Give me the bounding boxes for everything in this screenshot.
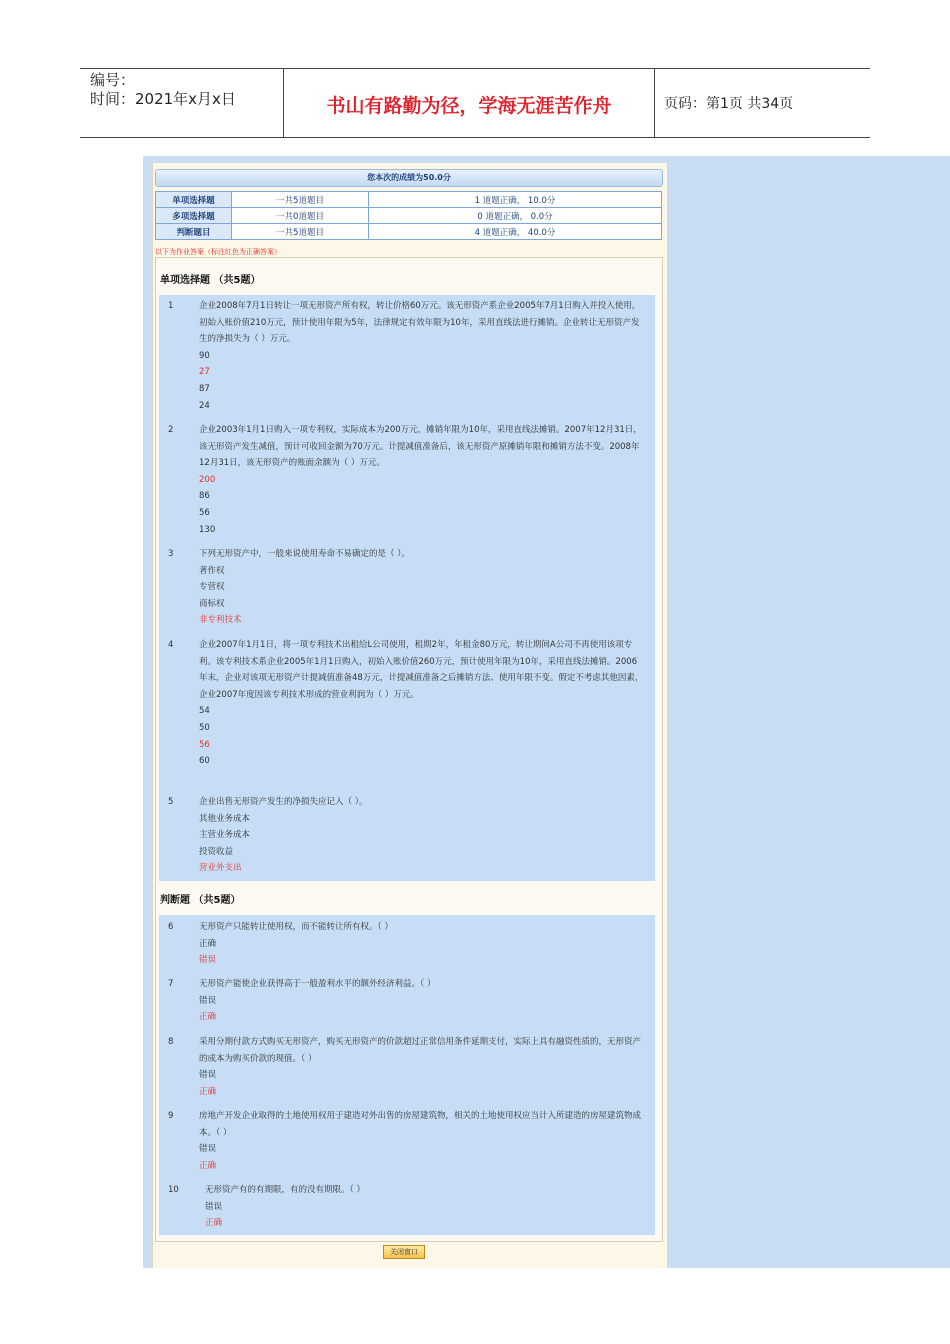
question-text: 采用分期付款方式购买无形资产，购买无形资产的价款超过正常信用条件延期支付，实际上具有融资性质的，无形资产的成本为购买价款的现值。（ ） xyxy=(199,1037,642,1064)
page-counter: 页码：第1页 共34页 xyxy=(664,96,794,112)
question-number: 6 xyxy=(168,922,174,932)
question-number: 5 xyxy=(168,797,174,807)
row-count: 一共5道题目 xyxy=(232,192,369,208)
correct-option: 错误 xyxy=(199,955,217,966)
question-body xyxy=(199,637,644,770)
header-motto: 书山有路勤为径，学海无涯苦作舟 xyxy=(326,95,612,117)
row-type: 判断题目 xyxy=(156,224,232,240)
question-text: 下列无形资产中，一般来说使用寿命不易确定的是（ ）。 xyxy=(199,549,410,559)
answer-option: 其他业务成本 xyxy=(199,813,251,824)
question-body xyxy=(199,422,644,538)
question-body xyxy=(205,1182,650,1232)
answer-option: 投资收益 xyxy=(199,846,234,857)
table-row xyxy=(156,224,662,240)
answer-option: 54 xyxy=(199,706,210,717)
row-type: 多项选择题 xyxy=(156,208,232,224)
correct-option: 正确 xyxy=(199,1012,217,1023)
answer-option: 130 xyxy=(199,524,216,535)
question-text: 无形资产有的有期限，有的没有期限。（ ） xyxy=(205,1185,365,1195)
correct-option: 正确 xyxy=(205,1218,223,1229)
answer-option: 错误 xyxy=(199,1070,217,1081)
question-number: 2 xyxy=(168,425,174,435)
answer-option: 60 xyxy=(199,756,210,767)
row-count: 一共0道题目 xyxy=(232,208,369,224)
question-number: 3 xyxy=(168,549,174,559)
answer-option: 86 xyxy=(199,491,210,502)
question-number: 9 xyxy=(168,1111,174,1121)
close-window-button[interactable]: 关闭窗口 xyxy=(383,1245,425,1259)
question-body xyxy=(199,546,644,629)
answer-option: 专营权 xyxy=(199,582,225,593)
answer-option: 错误 xyxy=(199,1144,217,1155)
correct-option: 200 xyxy=(199,474,216,485)
score-table xyxy=(155,191,662,240)
row-result: 1 道题正确， 10.0分 xyxy=(369,192,662,208)
question-text: 企业出售无形资产发生的净损失应记入（ ）。 xyxy=(199,797,368,807)
correct-option: 正确 xyxy=(199,1086,217,1097)
question-body xyxy=(199,298,644,414)
time-label: 时间：2021年x月x日 xyxy=(90,90,236,108)
question-body xyxy=(199,794,644,877)
question-body xyxy=(199,919,644,969)
row-count: 一共5道题目 xyxy=(232,224,369,240)
question-number: 4 xyxy=(168,640,174,650)
answer-option: 56 xyxy=(199,507,210,518)
question-text: 房地产开发企业取得的土地使用权用于建造对外出售的房屋建筑物，相关的土地使用权应当计入所建造的房屋建筑物成本。（ ） xyxy=(199,1111,642,1138)
number-label: 编号： xyxy=(90,71,136,89)
answer-option: 87 xyxy=(199,383,210,394)
document-header xyxy=(80,68,870,138)
answer-option: 错误 xyxy=(205,1201,223,1212)
answer-option: 50 xyxy=(199,722,210,733)
correct-option: 27 xyxy=(199,367,210,378)
header-meta xyxy=(90,71,236,109)
correct-option: 营业外支出 xyxy=(199,863,242,874)
answer-note: 以下为作业答案（标注红色为正确答案） xyxy=(155,248,281,256)
answer-option: 著作权 xyxy=(199,565,225,576)
question-body xyxy=(199,1034,644,1100)
table-row xyxy=(156,192,662,208)
correct-option: 正确 xyxy=(199,1160,217,1171)
question-text: 企业2003年1月1日购入一项专利权，实际成本为200万元，摊销年限为10年，采用直线法摊销。2007年12月31日，该无形资产发生减值，预计可收回金额为70万元。计提减值准备后，该无形资产原摊销年限和摊销方法不变。2008年12月31日，该无形资产的账面余额为（ ）万元。 xyxy=(199,425,642,469)
row-result: 4 道题正确， 40.0分 xyxy=(369,224,662,240)
question-text: 无形资产能使企业获得高于一般盈利水平的额外经济利益。（ ） xyxy=(199,979,436,989)
question-text: 无形资产只能转让使用权，而不能转让所有权。（ ） xyxy=(199,922,393,932)
section-title-judge: 判断题 （共5题） xyxy=(160,895,241,906)
answer-option: 商标权 xyxy=(199,598,225,609)
answer-option: 正确 xyxy=(199,938,217,949)
question-number: 8 xyxy=(168,1037,174,1047)
header-divider xyxy=(654,69,655,137)
table-row xyxy=(156,208,662,224)
correct-option: 56 xyxy=(199,739,210,750)
question-number: 10 xyxy=(168,1185,179,1195)
score-title: 您本次的成绩为50.0分 xyxy=(155,169,663,187)
answer-option: 错误 xyxy=(199,995,217,1006)
correct-option: 非专利技术 xyxy=(199,615,242,626)
answer-option: 主营业务成本 xyxy=(199,830,251,841)
row-type: 单项选择题 xyxy=(156,192,232,208)
question-number: 7 xyxy=(168,979,174,989)
question-number: 1 xyxy=(168,301,174,311)
question-body xyxy=(199,1108,644,1174)
question-text: 企业2008年7月1日转让一项无形资产所有权，转让价格60万元。该无形资产系企业2005年7月1日购入并投入使用，初始入账价值210万元，预计使用年限为5年，法律规定有效年限为10年，采用直线法进行摊销。企业转让无形资产发生的净损失为（ ）万元。 xyxy=(199,301,641,345)
answer-option: 24 xyxy=(199,400,210,411)
answer-option: 90 xyxy=(199,350,210,361)
question-body xyxy=(199,976,644,1026)
section-title-single: 单项选择题 （共5题） xyxy=(160,275,261,286)
question-text: 企业2007年1月1日，将一项专利技术出租给L公司使用，租期2年，年租金80万元，转让期间A公司不再使用该项专利。该专利技术系企业2005年1月1日购入，初始入账价值260万元，预计使用年限为10年，采用直线法摊销。2006年末，企业对该项无形资产计提减值准备48万元，计提减值准备之后摊销方法、使用年限不变。假定不考虑其他因素，企业2007年度因该专利技术形成的营业利润为（ ）万元。 xyxy=(199,640,644,700)
row-result: 0 道题正确， 0.0分 xyxy=(369,208,662,224)
